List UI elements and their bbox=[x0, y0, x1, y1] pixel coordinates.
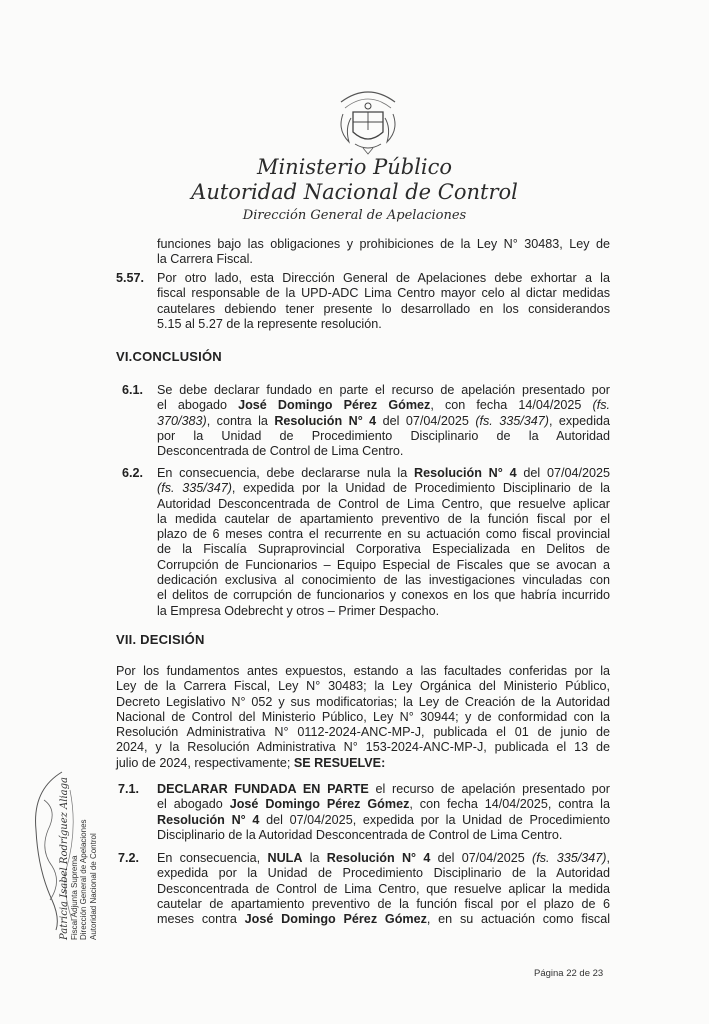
paragraph-number-6-2: 6.2. bbox=[122, 466, 144, 480]
paragraph-6-2: En consecuencia, debe declararse nula la Resolución N° 4 del 07/04/2025 (fs. 335/347), expedida por la Unidad de Procedimiento Disciplinario de la Autoridad Desconcentrada de Control de Lima Centro, que resuelve aplicar la medida cautelar de apartamiento preventivo de la función fiscal por el plazo de 6 meses contra el recurrente en su actuación como fiscal provincial de la Fiscalía Supraprovincial Corporativa Especializada en Delitos de Corrupción de Funcionarios – Equipo Especial de Fiscales que se avocan a dedicación exclusiva al conocimiento de las investigaciones vinculadas con el delitos de corrupción de funcionarios y conexos en los que habría incurrido la Empresa Odebrecht y otros – Primer Despacho. bbox=[157, 466, 611, 618]
paragraph-decision-intro: Por los fundamentos antes expuestos, estando a las facultades conferidas por la Ley de la Carrera Fiscal, Ley N° 30483; la Ley Orgánica del Ministerio Público, Decreto Legislativo N° 052 y sus modificatorias; la Ley de Creación de la Autoridad Nacional de Control del Ministerio Público, Ley N° 30944; y de conformidad con la Resolución Administrativa N° 0112-2024-ANC-MP-J, publicada el 01 de junio de 2024, y la Resolución Administrativa N° 153-2024-ANC-MP-J, publicada el 13 de julio de 2024, respectivamente; SE RESUELVE: bbox=[116, 664, 610, 770]
header-directorate: Dirección General de Apelaciones bbox=[242, 208, 467, 223]
header-authority: Autoridad Nacional de Control bbox=[191, 180, 518, 204]
coat-of-arms-emblem bbox=[333, 72, 403, 156]
section-heading-conclusion: VI.CONCLUSIÓN bbox=[116, 349, 222, 364]
paragraph-6-1: Se debe declarar fundado en parte el recurso de apelación presentado por el abogado José Domingo Pérez Gómez, con fecha 14/04/2025 (fs. 370/383), contra la Resolución N° 4 del 07/04/2025 (fs. 335/347), expedida por la Unidad de Procedimiento Disciplinario de la Autoridad Desconcentrada de Control de Lima Centro. bbox=[157, 383, 610, 459]
header-institution: Ministerio Público bbox=[256, 155, 453, 179]
paragraph-7-2: En consecuencia, NULA la Resolución N° 4 del 07/04/2025 (fs. 335/347), expedida por la Unidad de Procedimiento Disciplinario de la Autoridad Desconcentrada de Control de Lima Centro, que resuelve aplicar la medida cautelar de apartamiento preventivo de la función fiscal por el plazo de 6 meses contra José Domingo Pérez Gómez, en su actuación como fiscal bbox=[157, 851, 611, 927]
paragraph-number-5-57: 5.57. bbox=[116, 271, 145, 285]
signature-stamp: Patricia Isabel Rodríguez Aliaga Fiscal Adjunta Suprema Dirección General de Apelaciones Autoridad Nacional de Control bbox=[59, 777, 98, 940]
paragraph-continuation: funciones bajo las obligaciones y prohibiciones de la Ley N° 30483, Ley de la Carrera Fiscal. bbox=[157, 237, 610, 267]
paragraph-number-7-2: 7.2. bbox=[118, 851, 140, 865]
page-number-footer: Página 22 de 23 bbox=[534, 968, 604, 979]
section-heading-decision: VII. DECISIÓN bbox=[116, 632, 205, 647]
paragraph-7-1: DECLARAR FUNDADA EN PARTE el recurso de apelación presentado por el abogado José Domingo Pérez Gómez, con fecha 14/04/2025, contra la Resolución N° 4 del 07/04/2025, expedida por la Unidad de Procedimiento Disciplinario de la Autoridad Desconcentrada de Control de Lima Centro. bbox=[157, 782, 611, 842]
paragraph-5-57: Por otro lado, esta Dirección General de Apelaciones debe exhortar a la fiscal responsable de la UPD-ADC Lima Centro mayor celo al dictar medidas cautelares debiendo tener presente lo desarrollado en los considerandos 5.15 al 5.27 de la represente resolución. bbox=[157, 271, 610, 331]
paragraph-number-7-1: 7.1. bbox=[118, 782, 140, 796]
paragraph-number-6-1: 6.1. bbox=[122, 383, 144, 397]
